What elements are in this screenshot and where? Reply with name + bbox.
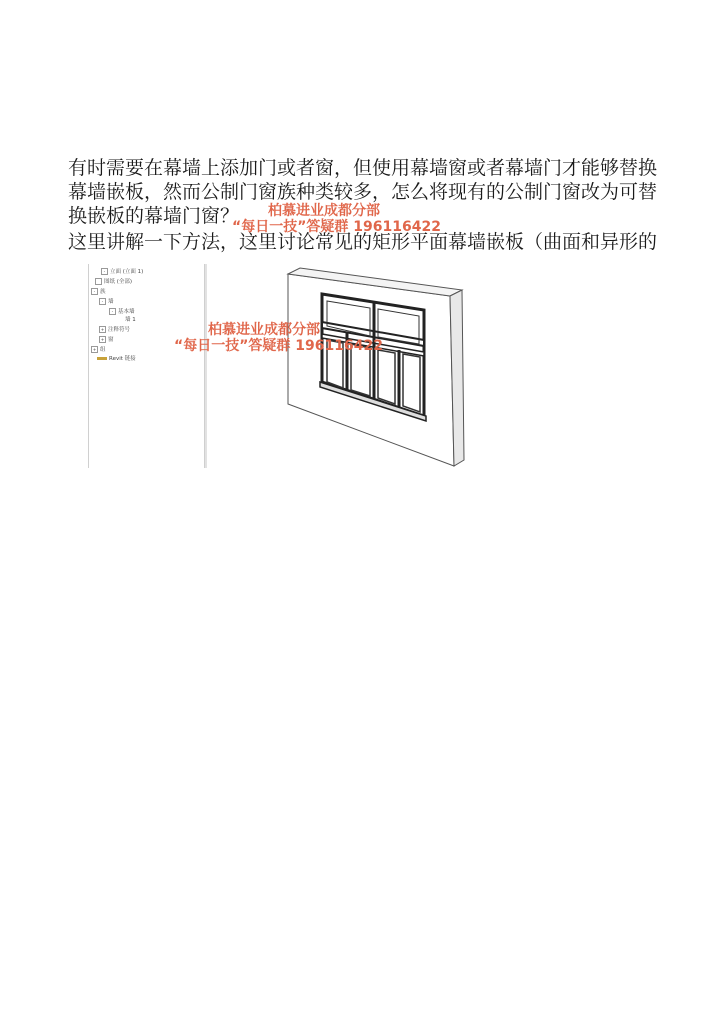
collapse-icon: - [91,288,98,295]
tree-item-label: 窗 [108,337,114,343]
tree-item-label: 注释符号 [108,327,131,333]
tree-item-label: Revit 链接 [109,356,136,362]
tree-item-label: 族 [100,289,106,295]
tree-item[interactable] [91,288,106,296]
paragraph-2: 这里讲解一下方法，这里讨论常见的矩形平面幕墙嵌板（曲面和异形的 [68,231,658,253]
paragraph-1: 有时需要在幕墙上添加门或者窗，但使用幕墙窗或者幕墙门才能够替换幕墙嵌板，然而公制门窗族种类较多，怎么将现有的公制门窗改为可替换嵌板的幕墙门窗？ [68,157,658,227]
expand-icon: + [100,337,105,342]
panel-divider[interactable] [204,264,207,468]
tree-item[interactable] [109,308,135,316]
sheet-icon [95,278,102,285]
collapse-icon: - [99,298,106,305]
tree-item-label: 墙 [108,299,114,305]
tree-item[interactable] [99,326,130,334]
watermark-1-line2: “每日一技”答疑群 196116422 [232,219,441,235]
expand-icon: + [92,347,97,352]
revit-link-icon [97,357,107,360]
tree-item-label: 图纸 (全部) [104,279,133,285]
tree-item[interactable] [91,346,106,354]
revit-screenshot-figure [88,264,468,468]
tree-item[interactable] [95,278,132,286]
tree-item[interactable] [99,336,114,344]
tree-item[interactable] [101,268,143,276]
watermark-1-line1: 柏慕进业成都分部 [268,203,380,219]
tree-item-label: 组 [100,347,106,353]
expand-icon: + [100,327,105,332]
curtain-wall-isometric [208,264,468,468]
project-browser-tree [88,264,207,468]
collapse-icon: - [101,268,108,275]
watermark-2-line1: 柏慕进业成都分部 [208,322,320,338]
tree-item[interactable] [99,298,114,306]
tree-item-label: 墙 1 [125,317,136,323]
tree-item-label: 基本墙 [118,309,135,315]
3d-view-canvas[interactable] [208,264,468,468]
watermark-2-line2: “每日一技”答疑群 196116422 [174,338,383,354]
tree-item[interactable] [125,317,136,324]
tree-item-label: 立面 (立面 1) [110,269,144,275]
tree-item[interactable] [97,356,136,363]
collapse-icon: - [109,308,116,315]
